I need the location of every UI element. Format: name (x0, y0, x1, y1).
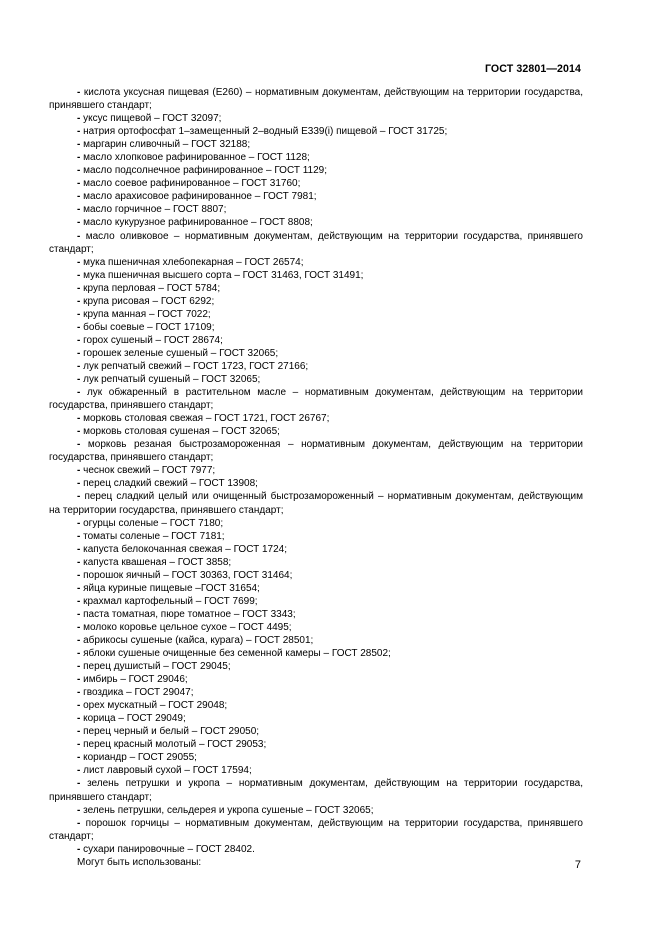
list-bullet: - (77, 595, 81, 607)
list-item-text: зелень петрушки и укропа – нормативным документам, действующим на территории государства, принявшего стандарт; (49, 778, 583, 803)
list-item (49, 595, 583, 608)
list-bullet: - (77, 413, 81, 425)
list-bullet: - (77, 334, 81, 346)
list-item (49, 386, 583, 412)
list-item (49, 686, 583, 699)
list-item-text: крахмал картофельный – ГОСТ 7699; (83, 595, 258, 607)
list-bullet: - (77, 621, 81, 633)
list-item (49, 608, 583, 621)
list-item-text: масло кукурузное рафинированное – ГОСТ 8808; (83, 217, 313, 229)
list-item (49, 256, 583, 269)
list-bullet: - (77, 778, 81, 790)
list-bullet: - (77, 152, 81, 164)
list-item-text: перец черный и белый – ГОСТ 29050; (83, 726, 260, 738)
list-item (49, 112, 583, 125)
list-item (49, 373, 583, 386)
list-item-text: натрия ортофосфат 1–замещенный 2–водный Е339(i) пищевой – ГОСТ 31725; (83, 126, 448, 138)
list-bullet: - (77, 726, 81, 738)
list-bullet: - (77, 139, 81, 151)
list-item (49, 321, 583, 334)
list-item (49, 634, 583, 647)
list-item (49, 530, 583, 543)
list-bullet: - (77, 556, 81, 568)
closing-line: Могут быть использованы: (77, 856, 202, 868)
list-item-text: перец сладкий свежий – ГОСТ 13908; (83, 478, 258, 490)
list-item-text: имбирь – ГОСТ 29046; (83, 674, 188, 686)
list-item (49, 764, 583, 777)
list-item-text: кислота уксусная пищевая (Е260) – нормативным документам, действующим на территории государства, принявшего стандарт; (49, 87, 584, 112)
list-bullet: - (77, 321, 81, 333)
list-item-text: морковь столовая сушеная – ГОСТ 32065; (83, 426, 280, 438)
list-item (49, 582, 583, 595)
list-bullet: - (77, 387, 81, 399)
list-bullet: - (77, 360, 81, 372)
list-item-text: порошок горчицы – нормативным документам, действующим на территории государства, принявшего стандарт; (49, 817, 583, 842)
list-item-text: перец сладкий целый или очищенный быстрозамороженный – нормативным документам, действующим на территории государства, принявшего стандарт; (49, 491, 583, 516)
list-item-text: маргарин сливочный – ГОСТ 32188; (83, 139, 251, 151)
list-item (49, 347, 583, 360)
list-item-text: паста томатная, пюре томатное – ГОСТ 3343; (83, 608, 296, 620)
list-item (49, 151, 583, 164)
list-item-text: корица – ГОСТ 29049; (83, 713, 186, 725)
list-item-text: морковь столовая свежая – ГОСТ 1721, ГОСТ 26767; (83, 413, 330, 425)
list-item-text: капуста квашеная – ГОСТ 3858; (83, 556, 232, 568)
list-bullet: - (77, 843, 81, 855)
list-item (49, 517, 583, 530)
list-bullet: - (77, 126, 81, 138)
list-bullet: - (77, 804, 81, 816)
list-item-text: морковь резаная быстрозамороженная – нормативным документам, действующим на территории государства, принявшего стандарт; (49, 439, 584, 464)
list-bullet: - (77, 739, 81, 751)
list-item (49, 360, 583, 373)
list-item-text: крупа рисовая – ГОСТ 6292; (83, 295, 215, 307)
list-item-text: зелень петрушки, сельдерея и укропа сушеные – ГОСТ 32065; (83, 804, 374, 816)
list-bullet: - (77, 608, 81, 620)
list-item (49, 477, 583, 490)
list-item-text: кориандр – ГОСТ 29055; (83, 752, 197, 764)
list-item-text: абрикосы сушеные (кайса, курага) – ГОСТ 28501; (83, 634, 314, 646)
list-bullet: - (77, 569, 81, 581)
list-bullet: - (77, 87, 81, 98)
list-item (49, 86, 583, 112)
list-bullet: - (77, 478, 81, 490)
list-item (49, 699, 583, 712)
list-bullet: - (77, 752, 81, 764)
list-bullet: - (77, 661, 81, 673)
list-item (49, 125, 583, 138)
list-item-text: масло хлопковое рафинированное – ГОСТ 1128; (83, 152, 310, 164)
list-item-text: чеснок свежий – ГОСТ 7977; (83, 465, 216, 477)
list-item (49, 203, 583, 216)
list-item-text: орех мускатный – ГОСТ 29048; (83, 700, 228, 712)
list-item (49, 817, 583, 843)
list-item-text: яйца куриные пищевые –ГОСТ 31654; (83, 582, 260, 594)
list-item (49, 295, 583, 308)
list-item (49, 751, 583, 764)
list-item-text: масло соевое рафинированное – ГОСТ 31760; (83, 178, 301, 190)
list-bullet: - (77, 191, 81, 203)
list-item-text: бобы соевые – ГОСТ 17109; (83, 321, 215, 333)
list-item (49, 282, 583, 295)
list-item-text: молоко коровье цельное сухое – ГОСТ 4495; (83, 621, 292, 633)
list-item-text: яблоки сушеные очищенные без семенной камеры – ГОСТ 28502; (83, 648, 391, 660)
list-item (49, 464, 583, 477)
list-bullet: - (77, 517, 81, 529)
list-bullet: - (77, 765, 81, 777)
list-item-text: перец красный молотый – ГОСТ 29053; (83, 739, 267, 751)
list-item (49, 308, 583, 321)
list-bullet: - (77, 648, 81, 660)
list-item-text: мука пшеничная хлебопекарная – ГОСТ 26574; (83, 256, 304, 268)
list-item (49, 647, 583, 660)
list-item (49, 543, 583, 556)
list-bullet: - (77, 687, 81, 699)
list-item (49, 164, 583, 177)
list-bullet: - (77, 817, 81, 829)
list-bullet: - (77, 165, 81, 177)
list-item-text: мука пшеничная высшего сорта – ГОСТ 31463, ГОСТ 31491; (83, 269, 364, 281)
list-bullet: - (77, 713, 81, 725)
list-item (49, 490, 583, 516)
list-item (49, 712, 583, 725)
list-bullet: - (77, 582, 81, 594)
list-item-text: лук репчатый свежий – ГОСТ 1723, ГОСТ 27166; (83, 360, 309, 372)
list-bullet: - (77, 700, 81, 712)
list-bullet: - (77, 204, 81, 216)
list-item-text: масло арахисовое рафинированное – ГОСТ 7981; (83, 191, 317, 203)
list-item-text: лук обжаренный в растительном масле – нормативным документам, действующим на территории государства, принявшего стандарт; (49, 387, 584, 412)
list-item-text: гвоздика – ГОСТ 29047; (83, 687, 194, 699)
list-item (49, 425, 583, 438)
list-item-text: крупа перловая – ГОСТ 5784; (83, 282, 221, 294)
list-item-text: капуста белокочанная свежая – ГОСТ 1724; (83, 543, 288, 555)
list-bullet: - (77, 530, 81, 542)
list-bullet: - (77, 269, 81, 281)
list-item (49, 777, 583, 803)
list-bullet: - (77, 439, 81, 451)
list-item-text: уксус пищевой – ГОСТ 32097; (83, 113, 222, 125)
list-bullet: - (77, 374, 81, 386)
list-bullet: - (77, 347, 81, 359)
list-item (49, 673, 583, 686)
list-bullet: - (77, 491, 81, 503)
list-item (49, 269, 583, 282)
list-bullet: - (77, 465, 81, 477)
list-bullet: - (77, 282, 81, 294)
list-item-text: лук репчатый сушеный – ГОСТ 32065; (83, 374, 261, 386)
list-item (49, 216, 583, 229)
list-item (49, 438, 583, 464)
list-bullet: - (77, 634, 81, 646)
list-item-text: сухари панировочные – ГОСТ 28402. (83, 843, 255, 855)
page-number: 7 (574, 859, 581, 871)
list-item-text: огурцы соленые – ГОСТ 7180; (83, 517, 224, 529)
list-bullet: - (77, 543, 81, 555)
list-item-text: порошок яичный – ГОСТ 30363, ГОСТ 31464; (83, 569, 293, 581)
list-item (49, 138, 583, 151)
list-item (49, 843, 583, 856)
list-item-text: томаты соленые – ГОСТ 7181; (83, 530, 225, 542)
list-item-text: масло горчичное – ГОСТ 8807; (83, 204, 227, 216)
list-item (49, 738, 583, 751)
list-item (49, 177, 583, 190)
list-item-text: лист лавровый сухой – ГОСТ 17594; (83, 765, 252, 777)
list-item-text: масло подсолнечное рафинированное – ГОСТ 1129; (83, 165, 328, 177)
list-bullet: - (77, 256, 81, 268)
list-item-text: перец душистый – ГОСТ 29045; (83, 661, 231, 673)
list-bullet: - (77, 178, 81, 190)
list-item (49, 334, 583, 347)
list-bullet: - (77, 217, 81, 229)
list-item (49, 556, 583, 569)
list-item (49, 412, 583, 425)
list-item-text: крупа манная – ГОСТ 7022; (83, 308, 211, 320)
list-item (49, 569, 583, 582)
list-item (49, 804, 583, 817)
list-item-text: горох сушеный – ГОСТ 28674; (83, 334, 223, 346)
list-item-text: горошек зеленые сушеный – ГОСТ 32065; (83, 347, 279, 359)
list-bullet: - (77, 295, 81, 307)
document-header: ГОСТ 32801—2014 (484, 63, 581, 75)
ingredient-list (49, 86, 583, 869)
list-bullet: - (77, 230, 81, 242)
list-item (49, 660, 583, 673)
list-item (49, 230, 583, 256)
list-item (49, 725, 583, 738)
list-item (49, 190, 583, 203)
list-item (49, 621, 583, 634)
list-bullet: - (77, 308, 81, 320)
list-bullet: - (77, 426, 81, 438)
list-bullet: - (77, 674, 81, 686)
list-item-text: масло оливковое – нормативным документам, действующим на территории государства, принявшего стандарт; (49, 230, 583, 255)
list-bullet: - (77, 113, 81, 125)
